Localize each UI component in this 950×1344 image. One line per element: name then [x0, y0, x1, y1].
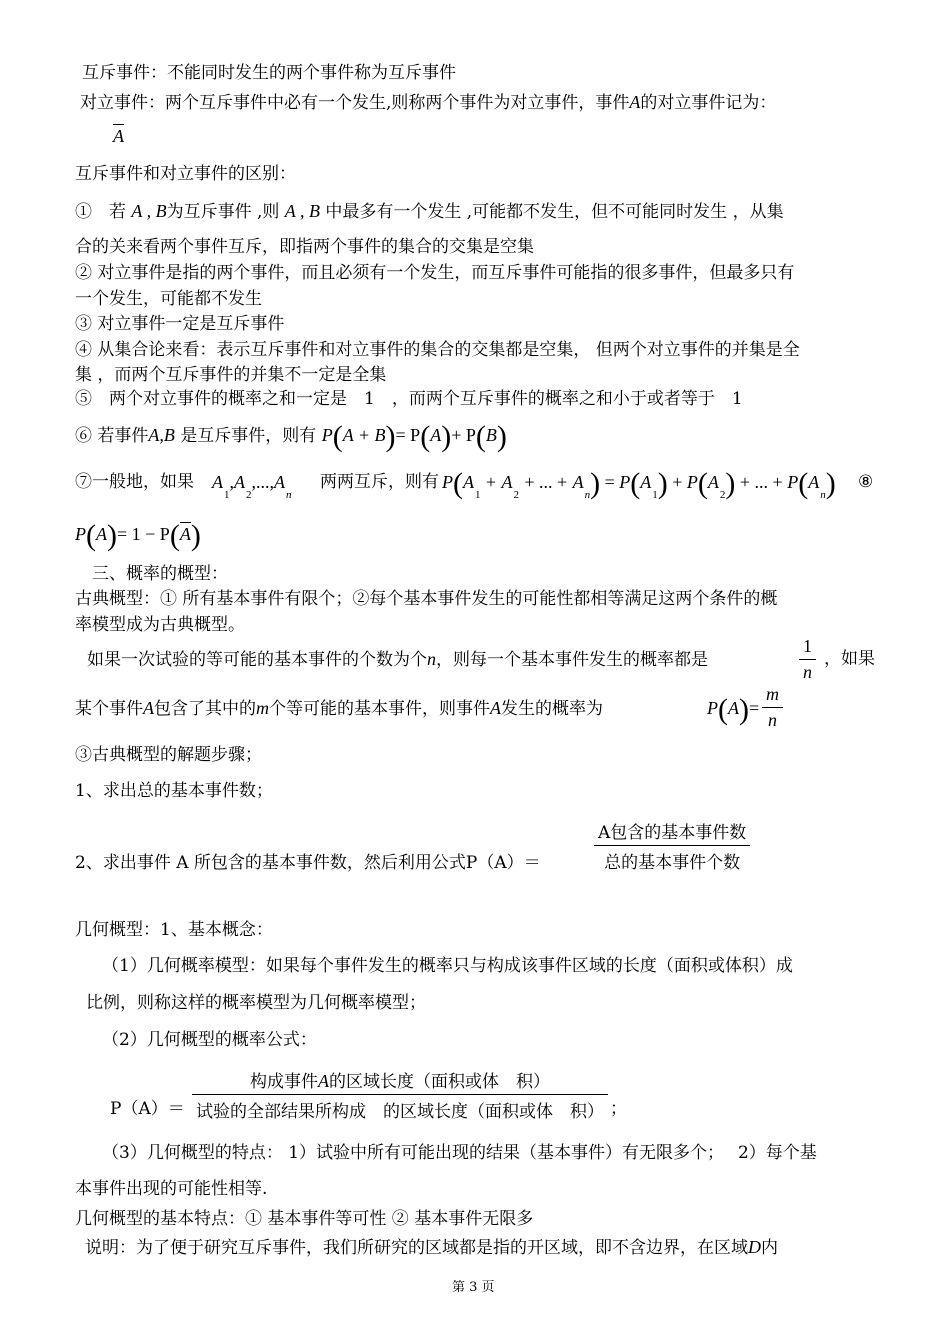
line-point-1-cont: 合的关来看两个事件互斥，即指两个事件的集合的交集是空集 [75, 237, 534, 257]
line-geometric-model-cont: 比例，则称这样的概率模型为几何概率模型； [86, 993, 426, 1013]
line-point-4-cont: 集 ，而两个互斥事件的并集不一定是全集 [75, 365, 387, 385]
line-mutually-exclusive-def: 互斥事件：不能同时发生的两个事件称为互斥事件 [82, 63, 456, 83]
line-step-1: 1、求出总的基本事件数； [75, 781, 273, 801]
line-point-3: ③ 对立事件一定是互斥事件 [75, 314, 285, 334]
sequence-a1-an: $A_1,A_2,...,A_n$ [212, 472, 292, 501]
section-3-heading: 三、概率的概型： [92, 564, 228, 584]
line-point-7: ⑦一般地，如果 [75, 472, 194, 492]
line-classical-def: 古典概型：① 所有基本事件有限个；②每个基本事件发生的可能性都相等满足这两个条件的概 [75, 589, 778, 609]
line-step-2: 2、求出事件 A 所包含的基本事件数，然后利用公式P（A）＝ [75, 853, 541, 873]
line-equal-probability-end: ，如果 [824, 649, 875, 669]
line-point-2-cont: 一个发生，可能都不发生 [75, 289, 262, 309]
point-8-marker: ⑧ [858, 472, 874, 492]
fraction-m-over-n: $\frac{m}{n}$ [762, 684, 783, 731]
line-geometric-formula-heading: （2）几何概型的概率公式： [102, 1030, 317, 1050]
geometric-formula-end: ； [610, 1099, 627, 1119]
line-event-probability: 某个事件A包含了其中的m个等可能的基本事件，则事件A发生的概率为 [75, 698, 603, 719]
a-complement-symbol: A [113, 126, 124, 146]
line-difference-heading: 互斥事件和对立事件的区别： [75, 164, 296, 184]
line-equal-probability: 如果一次试验的等可能的基本事件的个数为个n，则每一个基本事件发生的概率都是 [87, 649, 708, 670]
line-point-4: ④ 从集合论来看：表示互斥事件和对立事件的集合的交集都是空集， 但两个对立事件的并集是全 [75, 340, 800, 360]
geometric-formula-left: P（A）＝ [110, 1099, 185, 1119]
fraction-geometric: 构成事件A的区域长度（面积或体 积） 试验的全部结果所构成 的区域长度（面积或体 积） [192, 1067, 608, 1122]
fraction-classical: A包含的基本事件数 总的基本事件个数 [594, 818, 750, 873]
line-geometric-features-cont: 本事件出现的可能性相等. [75, 1179, 268, 1199]
line-note: 说明：为了便于研究互斥事件，我们所研究的区域都是指的开区域，即不含边界，在区域D内 [85, 1237, 778, 1258]
classical-formula-left: P(A)= [707, 693, 760, 726]
line-complementary-def: 对立事件：两个互斥事件中必有一个发生,则称两个事件为对立事件，事件A的对立事件记为： [80, 92, 777, 113]
line-geometric-model: （1）几何概率模型：如果每个事件发生的概率只与构成该事件区域的长度（面积或体积）成 [102, 956, 793, 976]
line-point-6: ⑥ 若事件A,B 是互斥事件，则有 P(A + B)= P(A)+ P(B) [75, 420, 507, 453]
line-geometric-heading: 几何概型：1、基本概念： [75, 920, 273, 940]
fraction-one-over-n: $\frac{1}{n}$ [799, 636, 816, 683]
page-number: 第 3 页 [452, 1280, 495, 1295]
line-point-7-mid: 两两互斥，则有 [320, 472, 439, 492]
line-geometric-basic-features: 几何概型的基本特点：① 基本事件等可性 ② 基本事件无限多 [75, 1209, 534, 1229]
line-point-2: ② 对立事件是指的两个事件，而且必须有一个发生，而互斥事件可能指的很多事件，但最多只有 [75, 263, 795, 283]
line-classical-def-cont: 率模型成为古典概型。 [75, 615, 245, 635]
line-point-1: ① 若 A , B为互斥事件 ,则 A , B 中最多有一个发生 ,可能都不发生，但不可能同时发生 ，从集 [75, 201, 784, 222]
line-solving-steps: ③古典概型的解题步骤； [75, 745, 262, 765]
addition-formula: $P(A_1 + A_2$ + ... + $A_n) = P(A_1) + P(A_2)$ + ... + $P(A_n)$ [442, 467, 836, 501]
complement-formula: P(A)= 1 − P(A) [75, 519, 201, 552]
line-geometric-features: （3）几何概型的特点： 1）试验中所有可能出现的结果（基本事件）有无限多个； 2）每个基 [102, 1143, 817, 1163]
line-point-5: ⑤ 两个对立事件的概率之和一定是 1 ，而两个互斥事件的概率之和小于或者等于 1 [75, 389, 743, 409]
